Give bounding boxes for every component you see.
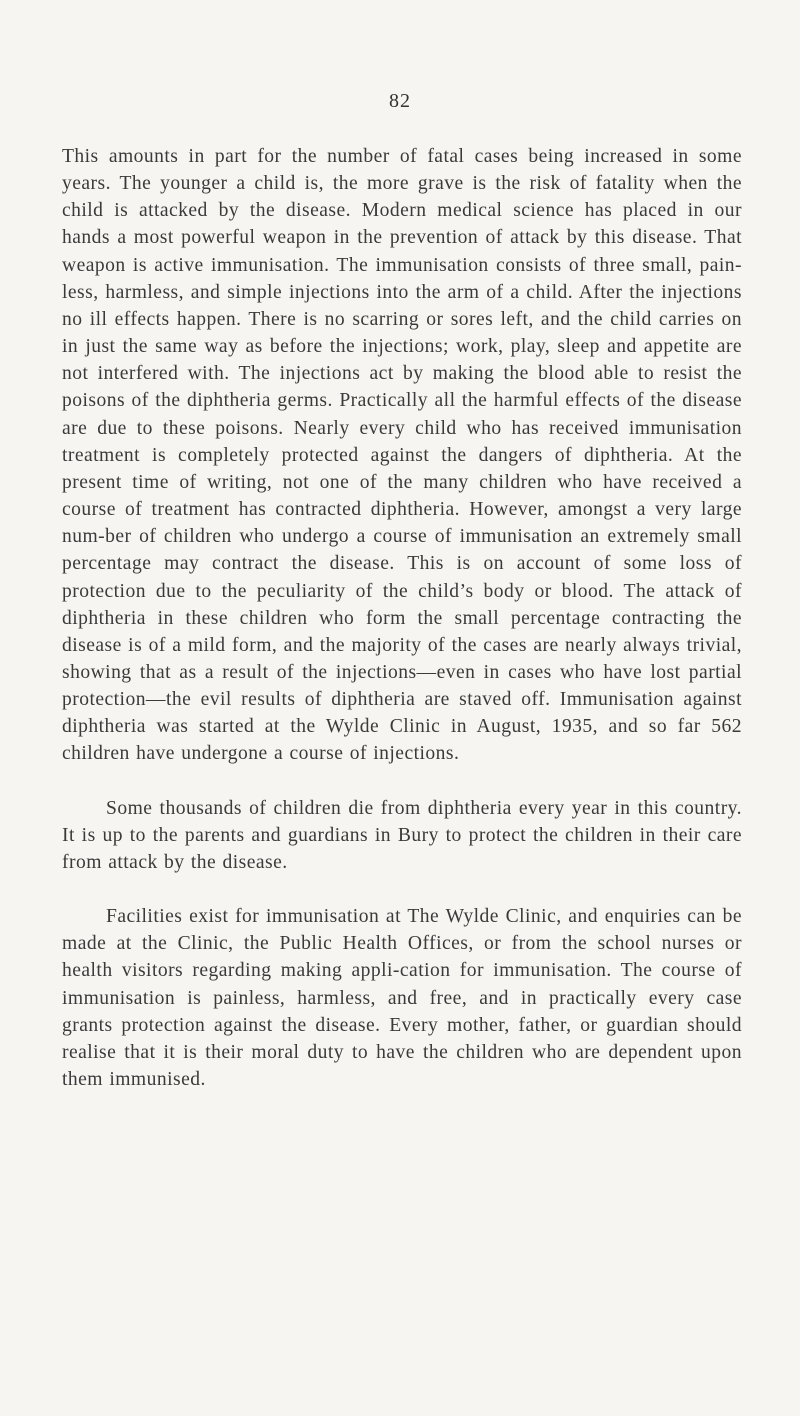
- page-number: 82: [389, 90, 411, 112]
- paragraph-immunisation-facilities: Facilities exist for immunisation at The Wylde Clinic, and enquiries can be made at the Clinic, the Public Health Offices, or from the school nurses or health visitors regarding making appli-cation for immunisation. The course of immunisation is painless, harmless, and free, and in practically every case grants protection against the disease. Every mother, father, or guardian should realise that it is their moral duty to have the children who are dependent upon them immunised.: [62, 906, 742, 1090]
- paragraph-fatality-and-immunisation: This amounts in part for the number of fatal cases being increased in some years. The younger a child is, the more grave is the risk of fatality when the child is attacked by the disease. Modern medical science has placed in our hands a most powerful weapon in the prevention of attack by this disease. That weapon is active immunisation. The immunisation consists of three small, pain-less, harmless, and simple injections into the arm of a child. After the injections no ill effects happen. There is no scarring or sores left, and the child carries on in just the same way as before the injections; work, play, sleep and appetite are not interfered with. The injections act by making the blood able to resist the poisons of the diphtheria germs. Practically all the harmful effects of the disease are due to these poisons. Nearly every child who has received immunisation treatment is completely protected against the dangers of diphtheria. At the present time of writing, not one of the many children who have received a course of treatment has contracted diphtheria. However, amongst a very large num-ber of children who undergo a course of immunisation an extremely small percentage may contract the disease. This is on account of some loss of protection due to the peculiarity of the child’s body or blood. The attack of diphtheria in these children who form the small percentage contracting the disease is of a mild form, and the majority of the cases are nearly always trivial, showing that as a result of the injections—even in cases who have lost partial protection—the evil results of diphtheria are staved off. Immunisation against diphtheria was started at the Wylde Clinic in August, 1935, and so far 562 children have undergone a course of injections.: [62, 146, 742, 765]
- paragraph-deaths-from-diphtheria: Some thousands of children die from diphtheria every year in this country. It is up to the parents and guardians in Bury to protect the children in their care from attack by the disease.: [62, 797, 742, 873]
- body-text: [62, 143, 742, 1093]
